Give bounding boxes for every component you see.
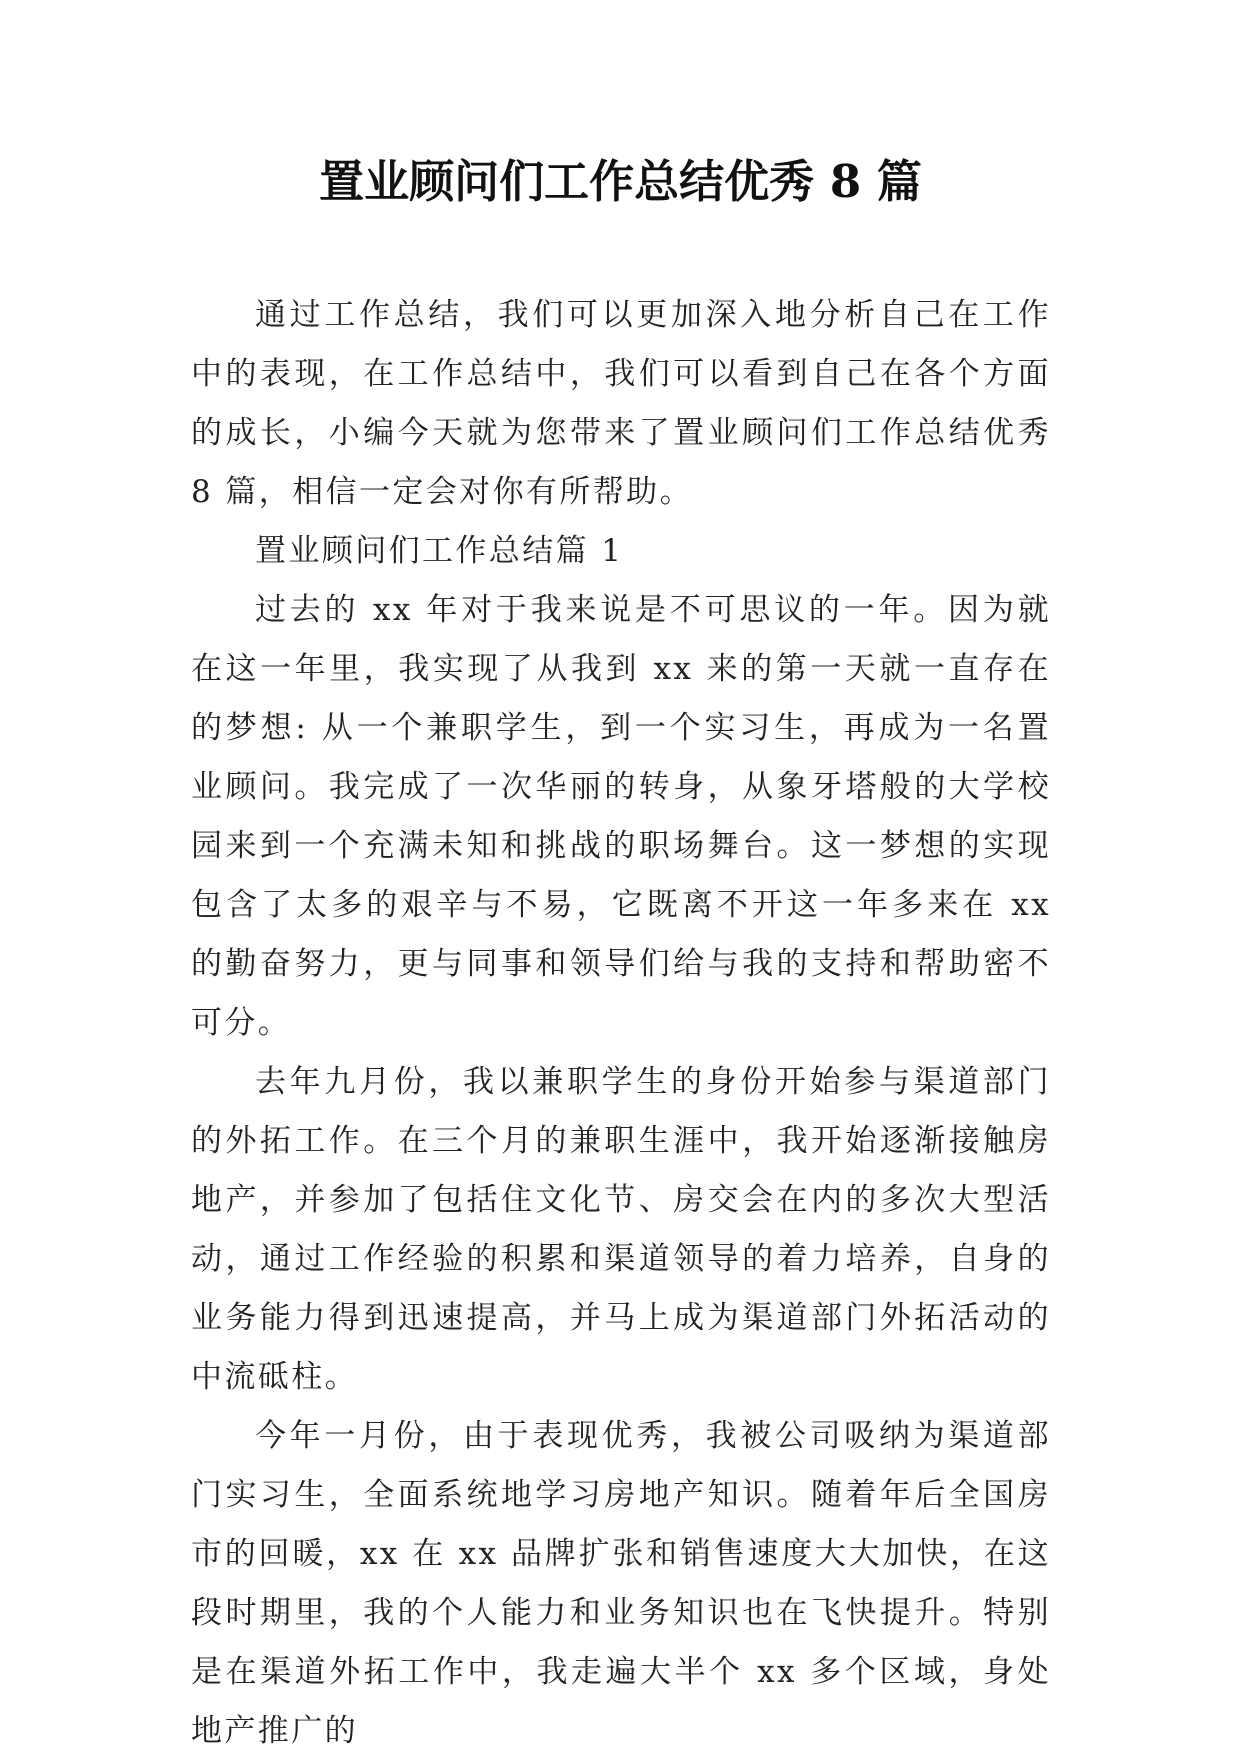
document-body [191, 286, 1051, 1761]
document-title: 置业顾问们工作总结优秀 8 篇 [319, 155, 922, 208]
intro-paragraph: 通过工作总结，我们可以更加深入地分析自己在工作中的表现，在工作总结中，我们可以看到自己在各个方面的成长，小编今天就为您带来了置业顾问们工作总结优秀 8 篇，相信一定会对你有所帮助。 [191, 297, 1051, 510]
body-paragraph: 去年九月份，我以兼职学生的身份开始参与渠道部门的外拓工作。在三个月的兼职生涯中，我开始逐渐接触房地产，并参加了包括住文化节、房交会在内的多次大型活动，通过工作经验的积累和渠道领导的着力培养，自身的业务能力得到迅速提高，并马上成为渠道部门外拓活动的中流砥柱。 [191, 1064, 1051, 1395]
body-paragraph: 今年一月份，由于表现优秀，我被公司吸纳为渠道部门实习生，全面系统地学习房地产知识。随着年后全国房市的回暖，xx 在 xx 品牌扩张和销售速度大大加快，在这段时期里，我的个人能力和业务知识也在飞快提升。特别是在渠道外拓工作中，我走遍大半个 xx 多个区域，身处地产推广的 [191, 1418, 1051, 1749]
body-paragraph: 过去的 xx 年对于我来说是不可思议的一年。因为就在这一年里，我实现了从我到 xx 来的第一天就一直存在的梦想: 从一个兼职学生，到一个实习生，再成为一名置业顾问。我完成了一次华丽的转身，从象牙塔般的大学校园来到一个充满未知和挑战的职场舞台。这一梦想的实现包含了太多的艰辛与不易，它既离不开这一年多来在 xx 的勤奋努力，更与同事和领导们给与我的支持和帮助密不可分。 [191, 592, 1051, 1041]
section-heading: 置业顾问们工作总结篇 1 [255, 533, 624, 569]
